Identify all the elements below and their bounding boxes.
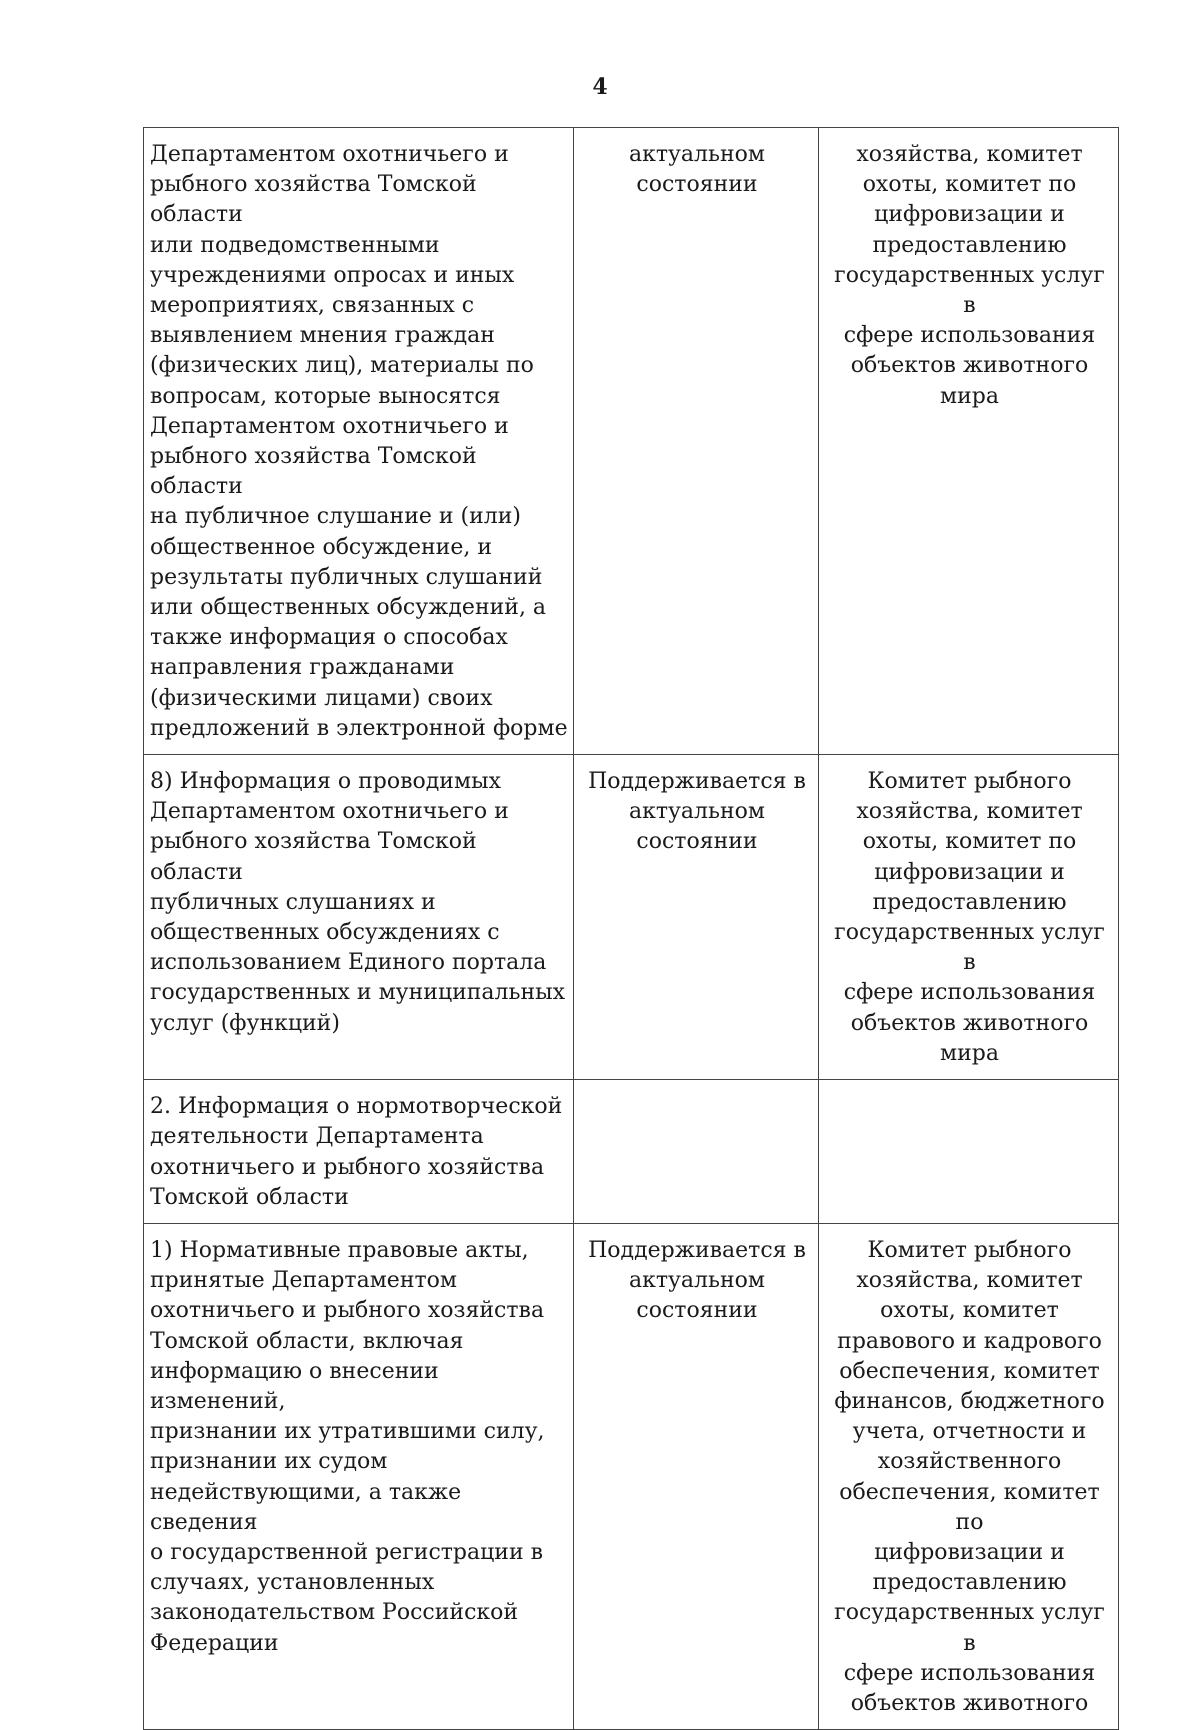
table-row — [144, 755, 1119, 1080]
row-responsible — [819, 1080, 1119, 1224]
row-responsible: Комитет рыбного хозяйства, комитет охоты, комитет по цифровизации и предоставлению государственных услуг в сфере использования объектов животного мира — [819, 755, 1119, 1080]
table-row — [144, 1223, 1119, 1729]
row-frequency: актуальном состоянии — [574, 128, 819, 755]
row-frequency: Поддерживается в актуальном состоянии — [574, 1223, 819, 1729]
row-description: 1) Нормативные правовые акты, принятые Департаментом охотничьего и рыбного хозяйства Томской области, включая информацию о внесении изменений, признании их утратившими силу, признании их судом недействующими, а также сведения о государственной регистрации в случаях, установленных законодательством Российской Федерации — [144, 1223, 574, 1729]
section-heading: 2. Информация о нормотворческой деятельности Департамента охотничьего и рыбного хозяйства Томской области — [144, 1080, 574, 1224]
row-responsible: хозяйства, комитет охоты, комитет по цифровизации и предоставлению государственных услуг в сфере использования объектов животного мира — [819, 128, 1119, 755]
table-row-section-heading — [144, 1080, 1119, 1224]
information-table — [143, 127, 1119, 1730]
row-frequency — [574, 1080, 819, 1224]
row-description: 8) Информация о проводимых Департаментом охотничьего и рыбного хозяйства Томской области публичных слушаниях и общественных обсуждениях с использованием Единого портала государственных и муниципальных услуг (функций) — [144, 755, 574, 1080]
row-responsible: Комитет рыбного хозяйства, комитет охоты, комитет правового и кадрового обеспечения, комитет финансов, бюджетного учета, отчетности и хозяйственного обеспечения, комитет по цифровизации и предоставлению государственных услуг в сфере использования объектов животного — [819, 1223, 1119, 1729]
row-description: Департаментом охотничьего и рыбного хозяйства Томской области или подведомственными учреждениями опросах и иных мероприятиях, связанных с выявлением мнения граждан (физических лиц), материалы по вопросам, которые выносятся Департаментом охотничьего и рыбного хозяйства Томской области на публичное слушание и (или) общественное обсуждение, и результаты публичных слушаний или общественных обсуждений, а также информация о способах направления гражданами (физическими лицами) своих предложений в электронной форме — [144, 128, 574, 755]
page-number: 4 — [592, 74, 608, 100]
row-frequency: Поддерживается в актуальном состоянии — [574, 755, 819, 1080]
table-row — [144, 128, 1119, 755]
